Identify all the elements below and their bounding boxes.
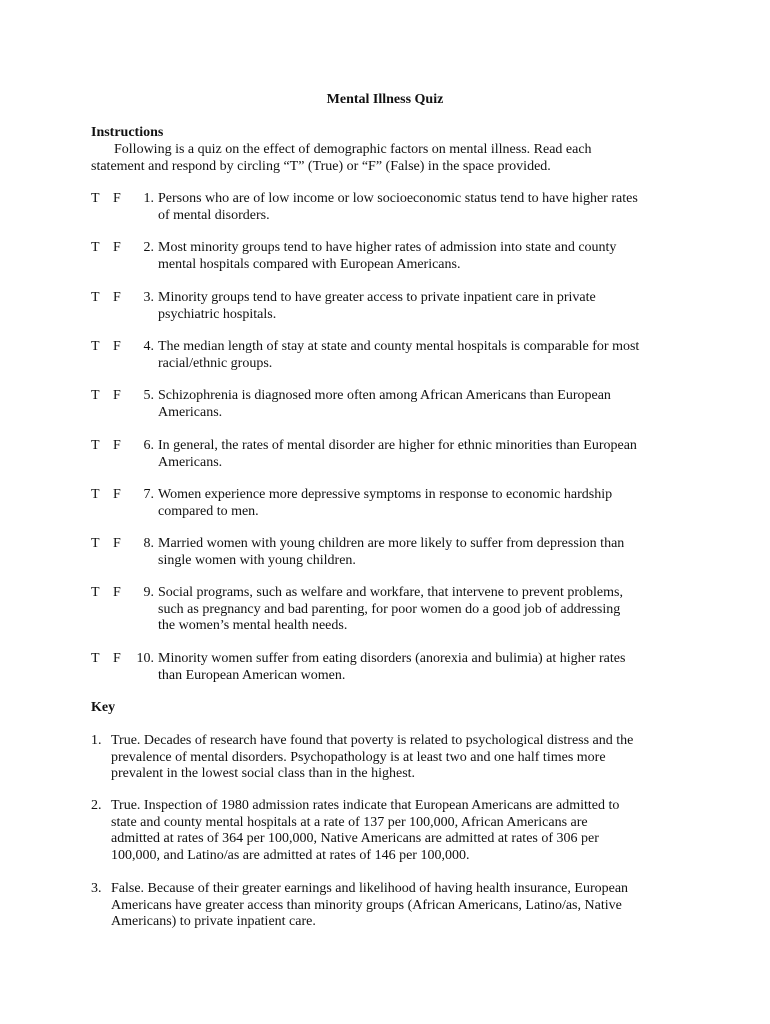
question-line: such as pregnancy and bad parenting, for poor women do a good job of addressing: [158, 601, 621, 617]
page-title: Mental Illness Quiz: [326, 92, 444, 107]
true-option[interactable]: T: [91, 290, 100, 305]
question-text: [158, 651, 691, 684]
question-text: [158, 536, 691, 569]
question-number: 7.: [143, 487, 154, 502]
question-number: 2.: [143, 240, 154, 255]
question-number: 1.: [143, 191, 154, 206]
question-number: 5.: [143, 388, 154, 403]
false-option[interactable]: F: [113, 651, 121, 666]
question-line: the women’s mental health needs.: [158, 618, 348, 633]
question-text: [158, 585, 691, 635]
question-line: Americans.: [158, 454, 223, 470]
question-line: psychiatric hospitals.: [158, 306, 277, 322]
question-number: 4.: [143, 339, 154, 354]
true-option[interactable]: T: [91, 339, 100, 354]
false-option[interactable]: F: [113, 191, 121, 206]
question-text: [158, 240, 691, 273]
false-option[interactable]: F: [113, 438, 121, 453]
true-option[interactable]: T: [91, 191, 100, 206]
question-number: 9.: [143, 585, 154, 600]
key-line: True. Inspection of 1980 admission rates indicate that European Americans are admitted to: [111, 798, 620, 813]
question-line: racial/ethnic groups.: [158, 355, 273, 371]
question-text: [158, 487, 691, 520]
key-number: 2.: [91, 798, 102, 813]
question-line: compared to men.: [158, 503, 259, 519]
question-line: Women experience more depressive symptoms in response to economic hardship: [158, 487, 613, 502]
question-text: [158, 191, 691, 224]
true-option[interactable]: T: [91, 585, 100, 600]
instructions-line: statement and respond by circling “T” (True) or “F” (False) in the space provided.: [91, 158, 551, 174]
question-line: Schizophrenia is diagnosed more often among African Americans than European: [158, 388, 611, 403]
key-line: prevalence of mental disorders. Psychopathology is at least two and one half times more: [111, 749, 606, 765]
question-line: Persons who are of low income or low socioeconomic status tend to have higher rates: [158, 191, 638, 206]
question-number: 6.: [143, 438, 154, 453]
question-text: [158, 290, 691, 323]
false-option[interactable]: F: [113, 240, 121, 255]
key-number: 1.: [91, 733, 102, 748]
key-line: Americans) to private inpatient care.: [111, 914, 316, 929]
key-text: [111, 881, 691, 931]
question-line: Minority groups tend to have greater access to private inpatient care in private: [158, 290, 596, 305]
key-line: admitted at rates of 364 per 100,000, Native Americans are admitted at rates of 306 per: [111, 831, 599, 846]
question-line: Minority women suffer from eating disorders (anorexia and bulimia) at higher rates: [158, 651, 626, 666]
question-text: [158, 339, 691, 372]
false-option[interactable]: F: [113, 290, 121, 305]
instructions-line: Following is a quiz on the effect of demographic factors on mental illness. Read each: [114, 142, 592, 157]
question-line: single women with young children.: [158, 552, 356, 568]
false-option[interactable]: F: [113, 536, 121, 551]
true-option[interactable]: T: [91, 487, 100, 502]
key-text: [111, 798, 691, 864]
question-line: The median length of stay at state and county mental hospitals is comparable for most: [158, 339, 640, 354]
question-line: Married women with young children are more likely to suffer from depression than: [158, 536, 625, 551]
question-line: than European American women.: [158, 667, 346, 683]
key-number: 3.: [91, 881, 102, 896]
question-number: 8.: [143, 536, 154, 551]
question-line: Americans.: [158, 404, 223, 420]
key-heading: Key: [91, 700, 116, 715]
question-line: of mental disorders.: [158, 207, 270, 223]
key-line: Americans have greater access than minority groups (African Americans, Latino/as, Native: [111, 897, 622, 913]
false-option[interactable]: F: [113, 388, 121, 403]
question-line: In general, the rates of mental disorder are higher for ethnic minorities than European: [158, 438, 637, 453]
question-line: Social programs, such as welfare and workfare, that intervene to prevent problems,: [158, 585, 623, 600]
true-option[interactable]: T: [91, 651, 100, 666]
question-line: mental hospitals compared with European Americans.: [158, 256, 461, 272]
true-option[interactable]: T: [91, 438, 100, 453]
true-option[interactable]: T: [91, 240, 100, 255]
question-number: 10.: [136, 651, 154, 666]
question-text: [158, 388, 691, 421]
key-line: prevalent in the lowest social class than in the highest.: [111, 766, 416, 781]
key-line: state and county mental hospitals at a rate of 137 per 100,000, African Americans are: [111, 814, 588, 830]
true-option[interactable]: T: [91, 388, 100, 403]
question-number: 3.: [143, 290, 154, 305]
false-option[interactable]: F: [113, 339, 121, 354]
key-line: 100,000, and Latino/as are admitted at rates of 146 per 100,000.: [111, 847, 470, 863]
key-line: False. Because of their greater earnings and likelihood of having health insurance, European: [111, 881, 629, 896]
question-text: [158, 438, 691, 471]
true-option[interactable]: T: [91, 536, 100, 551]
instructions-text: [91, 142, 691, 175]
key-text: [111, 733, 691, 783]
instructions-heading: Instructions: [91, 125, 164, 140]
false-option[interactable]: F: [113, 487, 121, 502]
question-line: Most minority groups tend to have higher rates of admission into state and county: [158, 240, 617, 255]
key-line: True. Decades of research have found that poverty is related to psychological distress and the: [111, 733, 634, 748]
false-option[interactable]: F: [113, 585, 121, 600]
